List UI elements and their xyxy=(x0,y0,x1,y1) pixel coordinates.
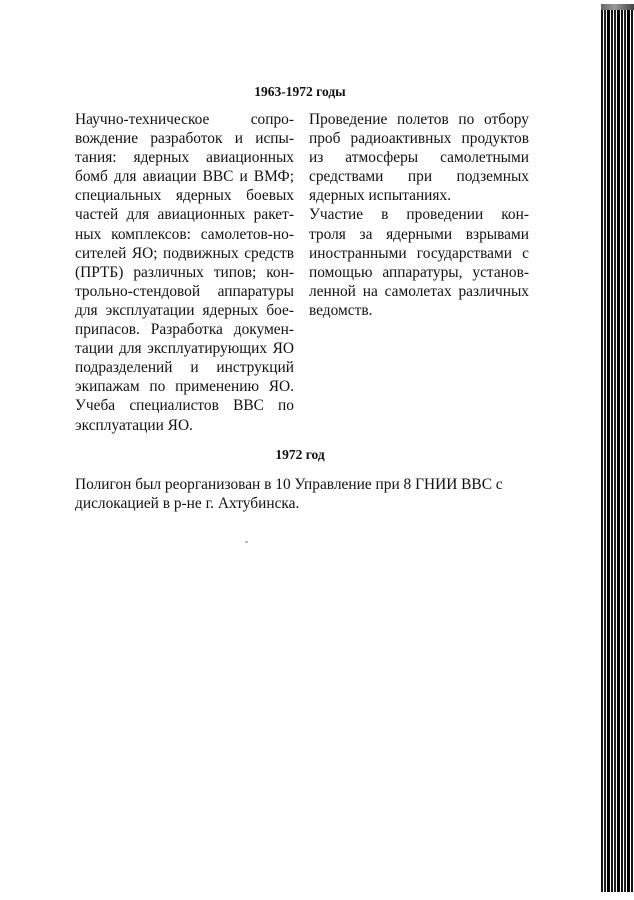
text-line: (ПРТБ) различных типов; кон- xyxy=(75,263,294,281)
text-line: из атмосферы самолетными xyxy=(309,149,529,167)
right-column-text xyxy=(309,110,529,320)
text-line: ведомств. xyxy=(309,301,373,319)
text-line: припасов. Разработка докумен- xyxy=(75,321,294,339)
scan-speck xyxy=(245,541,248,543)
text-line: Научно-техническое сопро- xyxy=(75,111,294,128)
text-line: специальных ядерных боевых xyxy=(75,187,294,205)
text-line: тания: ядерных авиационных xyxy=(75,149,294,167)
text-line: троля за ядерными взрывами xyxy=(309,225,529,243)
text-line: средствами при подземных xyxy=(309,168,529,186)
text-line: ядерных испытаниях. xyxy=(309,187,452,205)
text-line: тации для эксплуатирующих ЯО xyxy=(75,340,294,358)
text-line: частей для авиационных ракет- xyxy=(75,206,294,224)
text-line: ных комплексов: самолетов-но- xyxy=(75,225,294,243)
text-line: Проведение полетов по отбору xyxy=(309,111,529,128)
text-line: трольно-стендовой аппаратуры xyxy=(75,282,294,300)
paragraph-1972: Полигон был реорганизован в 10 Управление при 8 ГНИИ ВВС с дислокацией в р-не г. Ахтубинска. xyxy=(75,476,503,513)
text-line: вождение разработок и испы- xyxy=(75,130,294,148)
text-line: ленной на самолетах различных xyxy=(309,282,529,300)
text-line: Участие в проведении кон- xyxy=(309,206,529,224)
text-line: помощью аппаратуры, установ- xyxy=(309,263,529,281)
left-column-text xyxy=(75,110,294,435)
section-heading-1963-1972: 1963-1972 годы xyxy=(254,84,346,99)
text-line: подразделений и инструкций xyxy=(75,359,294,377)
text-line: бомб для авиации ВВС и ВМФ; xyxy=(75,168,294,186)
text-line: для эксплуатации ядерных бое- xyxy=(75,301,294,319)
text-line: экипажам по применению ЯО. xyxy=(75,378,294,396)
text-line: проб радиоактивных продуктов xyxy=(309,130,529,148)
section-heading-1972: 1972 год xyxy=(275,447,325,462)
text-line: иностранными государствами с xyxy=(309,244,529,262)
text-line: сителей ЯО; подвижных средств xyxy=(75,244,294,262)
text-line: Учеба специалистов ВВС по xyxy=(75,397,294,415)
text-line: эксплуатации ЯО. xyxy=(75,416,193,434)
scan-edge-binding xyxy=(601,10,634,892)
